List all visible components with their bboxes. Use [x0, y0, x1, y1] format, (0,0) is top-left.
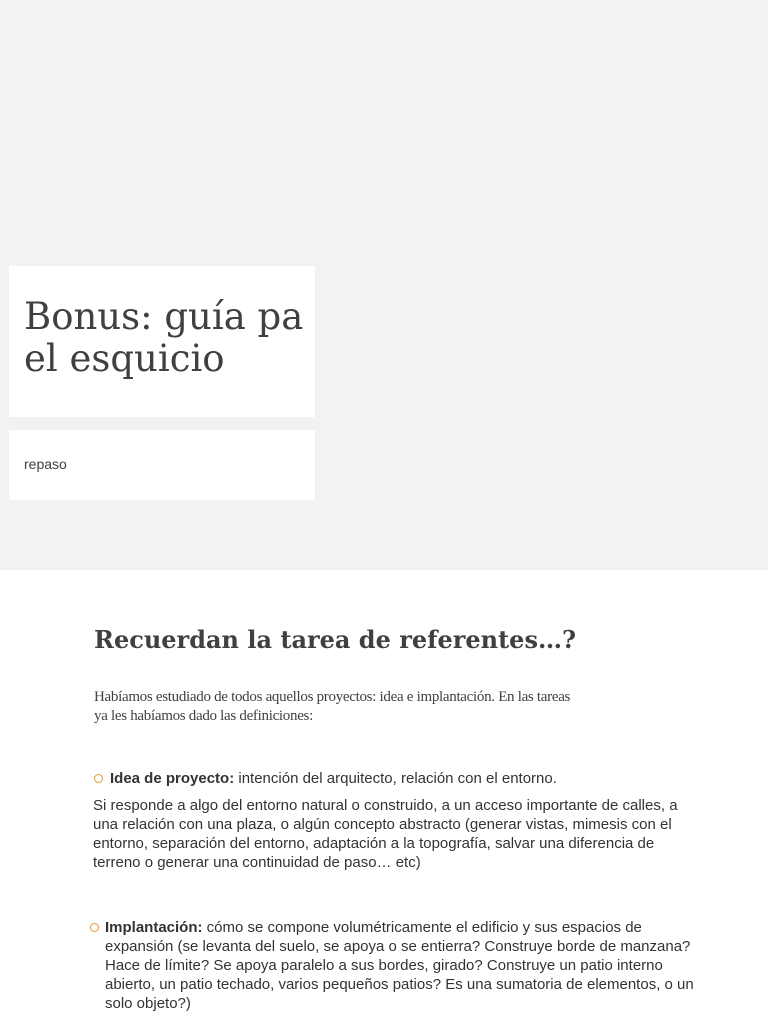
bullet-text: [105, 918, 705, 1013]
intro-paragraph: Habíamos estudiado de todos aquellos proyectos: idea e implantación. En las tareas ya les habíamos dado las definiciones:: [94, 689, 571, 724]
title-placeholder: [9, 266, 315, 417]
bullet-term: Implantación:: [105, 919, 203, 936]
bullet-text: [110, 769, 557, 788]
subtitle-placeholder: [9, 430, 315, 500]
slide-title: Bonus: guía pa el esquicio: [24, 295, 304, 380]
bullet-definition: cómo se compone volumétricamente el edificio y sus espacios de expansión (se levanta del suelo, se apoya o se entierra? Construye borde de manzana? Hace de límite? Se apoya paralelo a sus bordes, girado? Construye un patio interno abierto, un patio techado, varios pequeños patios? Es una sumatoria de elementos, o un solo objeto?): [105, 919, 694, 1012]
slide-heading: Recuerdan la tarea de referentes…?: [94, 625, 577, 654]
content-slide: [0, 570, 768, 1024]
bullet-detail: Si responde a algo del entorno natural o construido, a un acceso importante de calles, a una relación con una plaza, o algún concepto abstracto (generar vistas, mimesis con el entorno, separación del entorno, adaptación a la topografía, salvar una diferencia de terreno o generar una continuidad de paso… etc): [93, 797, 678, 871]
circle-bullet-icon: [90, 923, 99, 932]
slide-subtitle: repaso: [24, 456, 67, 472]
circle-bullet-icon: [94, 774, 103, 783]
bullet-definition: intención del arquitecto, relación con el entorno.: [234, 770, 557, 787]
bullet-term: Idea de proyecto:: [110, 770, 235, 787]
